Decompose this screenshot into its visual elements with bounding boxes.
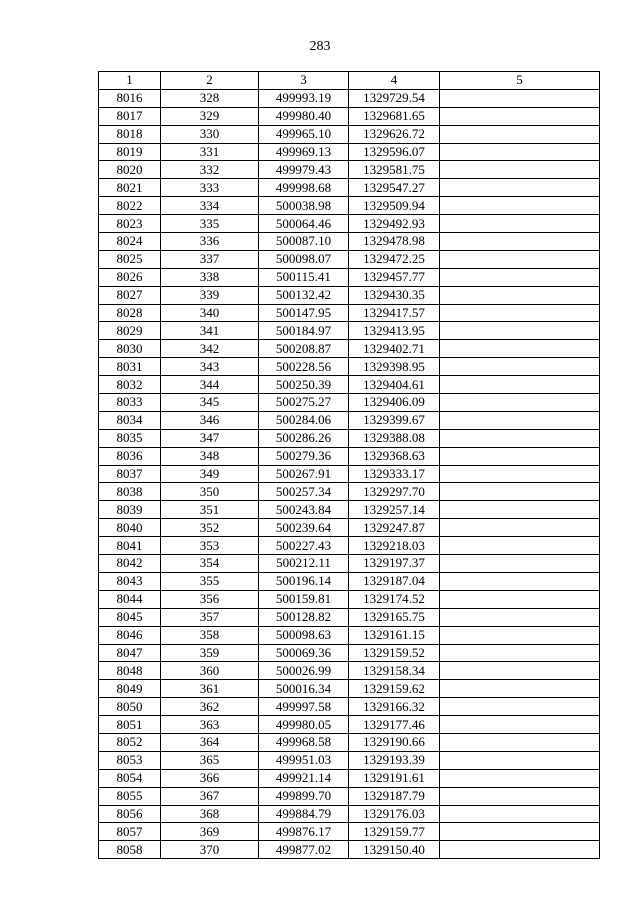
- x-coordinate-cell: 499899.70: [259, 787, 349, 805]
- table-row: [99, 143, 600, 161]
- note-cell: [440, 733, 600, 751]
- y-coordinate-cell: 1329190.66: [349, 733, 440, 751]
- index-cell: 345: [161, 394, 259, 412]
- index-cell: 350: [161, 483, 259, 501]
- x-coordinate-cell: 500132.42: [259, 286, 349, 304]
- y-coordinate-cell: 1329398.95: [349, 358, 440, 376]
- table-row: [99, 590, 600, 608]
- table-row: [99, 698, 600, 716]
- point-number-cell: 8020: [99, 161, 161, 179]
- y-coordinate-cell: 1329478.98: [349, 233, 440, 251]
- y-coordinate-cell: 1329626.72: [349, 125, 440, 143]
- x-coordinate-cell: 500279.36: [259, 447, 349, 465]
- table-row: [99, 107, 600, 125]
- y-coordinate-cell: 1329404.61: [349, 376, 440, 394]
- page-number: 283: [309, 39, 331, 54]
- y-coordinate-cell: 1329247.87: [349, 519, 440, 537]
- x-coordinate-cell: 499951.03: [259, 751, 349, 769]
- point-number-cell: 8053: [99, 751, 161, 769]
- point-number-cell: 8032: [99, 376, 161, 394]
- table-row: [99, 519, 600, 537]
- y-coordinate-cell: 1329430.35: [349, 286, 440, 304]
- header-col-4: 4: [349, 72, 440, 90]
- table-row: [99, 733, 600, 751]
- table-row: [99, 465, 600, 483]
- y-coordinate-cell: 1329159.77: [349, 823, 440, 841]
- point-number-cell: 8047: [99, 644, 161, 662]
- y-coordinate-cell: 1329218.03: [349, 537, 440, 555]
- index-cell: 370: [161, 841, 259, 859]
- x-coordinate-cell: 500159.81: [259, 590, 349, 608]
- x-coordinate-cell: 500069.36: [259, 644, 349, 662]
- index-cell: 359: [161, 644, 259, 662]
- y-coordinate-cell: 1329417.57: [349, 304, 440, 322]
- note-cell: [440, 215, 600, 233]
- x-coordinate-cell: 500239.64: [259, 519, 349, 537]
- header-row: [99, 72, 600, 90]
- table-row: [99, 572, 600, 590]
- y-coordinate-cell: 1329193.39: [349, 751, 440, 769]
- index-cell: 331: [161, 143, 259, 161]
- note-cell: [440, 608, 600, 626]
- y-coordinate-cell: 1329257.14: [349, 501, 440, 519]
- point-number-cell: 8017: [99, 107, 161, 125]
- y-coordinate-cell: 1329187.79: [349, 787, 440, 805]
- x-coordinate-cell: 499980.05: [259, 716, 349, 734]
- index-cell: 355: [161, 572, 259, 590]
- x-coordinate-cell: 500147.95: [259, 304, 349, 322]
- y-coordinate-cell: 1329509.94: [349, 197, 440, 215]
- table-row: [99, 376, 600, 394]
- x-coordinate-cell: 500026.99: [259, 662, 349, 680]
- index-cell: 369: [161, 823, 259, 841]
- index-cell: 358: [161, 626, 259, 644]
- note-cell: [440, 161, 600, 179]
- header-col-3: 3: [259, 72, 349, 90]
- y-coordinate-cell: 1329297.70: [349, 483, 440, 501]
- point-number-cell: 8029: [99, 322, 161, 340]
- index-cell: 368: [161, 805, 259, 823]
- table-row: [99, 89, 600, 107]
- table-row: [99, 662, 600, 680]
- note-cell: [440, 233, 600, 251]
- y-coordinate-cell: 1329399.67: [349, 411, 440, 429]
- table-row: [99, 215, 600, 233]
- index-cell: 338: [161, 268, 259, 286]
- table-row: [99, 322, 600, 340]
- header-col-2: 2: [161, 72, 259, 90]
- point-number-cell: 8041: [99, 537, 161, 555]
- y-coordinate-cell: 1329176.03: [349, 805, 440, 823]
- note-cell: [440, 626, 600, 644]
- table-row: [99, 233, 600, 251]
- note-cell: [440, 751, 600, 769]
- table-row: [99, 680, 600, 698]
- point-number-cell: 8038: [99, 483, 161, 501]
- point-number-cell: 8027: [99, 286, 161, 304]
- note-cell: [440, 590, 600, 608]
- point-number-cell: 8034: [99, 411, 161, 429]
- point-number-cell: 8022: [99, 197, 161, 215]
- y-coordinate-cell: 1329596.07: [349, 143, 440, 161]
- x-coordinate-cell: 499980.40: [259, 107, 349, 125]
- y-coordinate-cell: 1329547.27: [349, 179, 440, 197]
- note-cell: [440, 555, 600, 573]
- note-cell: [440, 769, 600, 787]
- x-coordinate-cell: 499993.19: [259, 89, 349, 107]
- coordinates-table: [98, 71, 600, 859]
- index-cell: 353: [161, 537, 259, 555]
- index-cell: 336: [161, 233, 259, 251]
- note-cell: [440, 429, 600, 447]
- x-coordinate-cell: 500212.11: [259, 555, 349, 573]
- table-row: [99, 340, 600, 358]
- index-cell: 332: [161, 161, 259, 179]
- note-cell: [440, 572, 600, 590]
- point-number-cell: 8018: [99, 125, 161, 143]
- y-coordinate-cell: 1329197.37: [349, 555, 440, 573]
- index-cell: 328: [161, 89, 259, 107]
- note-cell: [440, 716, 600, 734]
- x-coordinate-cell: 499979.43: [259, 161, 349, 179]
- y-coordinate-cell: 1329191.61: [349, 769, 440, 787]
- index-cell: 347: [161, 429, 259, 447]
- note-cell: [440, 447, 600, 465]
- point-number-cell: 8021: [99, 179, 161, 197]
- index-cell: 360: [161, 662, 259, 680]
- table-row: [99, 286, 600, 304]
- y-coordinate-cell: 1329150.40: [349, 841, 440, 859]
- note-cell: [440, 394, 600, 412]
- note-cell: [440, 143, 600, 161]
- x-coordinate-cell: 500087.10: [259, 233, 349, 251]
- x-coordinate-cell: 500228.56: [259, 358, 349, 376]
- index-cell: 334: [161, 197, 259, 215]
- x-coordinate-cell: 500275.27: [259, 394, 349, 412]
- point-number-cell: 8033: [99, 394, 161, 412]
- table-row: [99, 823, 600, 841]
- note-cell: [440, 376, 600, 394]
- x-coordinate-cell: 499969.13: [259, 143, 349, 161]
- y-coordinate-cell: 1329333.17: [349, 465, 440, 483]
- note-cell: [440, 125, 600, 143]
- note-cell: [440, 841, 600, 859]
- point-number-cell: 8035: [99, 429, 161, 447]
- y-coordinate-cell: 1329402.71: [349, 340, 440, 358]
- y-coordinate-cell: 1329159.52: [349, 644, 440, 662]
- table-row: [99, 268, 600, 286]
- header-col-5: 5: [440, 72, 600, 90]
- y-coordinate-cell: 1329413.95: [349, 322, 440, 340]
- table-header: [99, 72, 600, 90]
- x-coordinate-cell: 500038.98: [259, 197, 349, 215]
- x-coordinate-cell: 499965.10: [259, 125, 349, 143]
- index-cell: 333: [161, 179, 259, 197]
- point-number-cell: 8026: [99, 268, 161, 286]
- point-number-cell: 8036: [99, 447, 161, 465]
- x-coordinate-cell: 500016.34: [259, 680, 349, 698]
- x-coordinate-cell: 500098.07: [259, 250, 349, 268]
- x-coordinate-cell: 500128.82: [259, 608, 349, 626]
- table-row: [99, 411, 600, 429]
- point-number-cell: 8049: [99, 680, 161, 698]
- x-coordinate-cell: 499876.17: [259, 823, 349, 841]
- point-number-cell: 8056: [99, 805, 161, 823]
- note-cell: [440, 340, 600, 358]
- table-row: [99, 787, 600, 805]
- y-coordinate-cell: 1329166.32: [349, 698, 440, 716]
- x-coordinate-cell: 499921.14: [259, 769, 349, 787]
- point-number-cell: 8048: [99, 662, 161, 680]
- point-number-cell: 8054: [99, 769, 161, 787]
- table-row: [99, 161, 600, 179]
- header-col-1: 1: [99, 72, 161, 90]
- note-cell: [440, 662, 600, 680]
- index-cell: 356: [161, 590, 259, 608]
- point-number-cell: 8045: [99, 608, 161, 626]
- note-cell: [440, 519, 600, 537]
- index-cell: 357: [161, 608, 259, 626]
- note-cell: [440, 179, 600, 197]
- table-row: [99, 626, 600, 644]
- x-coordinate-cell: 499997.58: [259, 698, 349, 716]
- index-cell: 340: [161, 304, 259, 322]
- table-row: [99, 429, 600, 447]
- x-coordinate-cell: 500257.34: [259, 483, 349, 501]
- table-row: [99, 841, 600, 859]
- index-cell: 361: [161, 680, 259, 698]
- index-cell: 337: [161, 250, 259, 268]
- x-coordinate-cell: 500098.63: [259, 626, 349, 644]
- point-number-cell: 8058: [99, 841, 161, 859]
- note-cell: [440, 411, 600, 429]
- index-cell: 366: [161, 769, 259, 787]
- note-cell: [440, 501, 600, 519]
- note-cell: [440, 107, 600, 125]
- x-coordinate-cell: 499998.68: [259, 179, 349, 197]
- x-coordinate-cell: 499884.79: [259, 805, 349, 823]
- note-cell: [440, 680, 600, 698]
- point-number-cell: 8042: [99, 555, 161, 573]
- note-cell: [440, 322, 600, 340]
- point-number-cell: 8025: [99, 250, 161, 268]
- note-cell: [440, 805, 600, 823]
- y-coordinate-cell: 1329729.54: [349, 89, 440, 107]
- point-number-cell: 8031: [99, 358, 161, 376]
- index-cell: 367: [161, 787, 259, 805]
- table-row: [99, 483, 600, 501]
- y-coordinate-cell: 1329472.25: [349, 250, 440, 268]
- index-cell: 354: [161, 555, 259, 573]
- point-number-cell: 8040: [99, 519, 161, 537]
- table-row: [99, 447, 600, 465]
- y-coordinate-cell: 1329187.04: [349, 572, 440, 590]
- table-row: [99, 501, 600, 519]
- x-coordinate-cell: 499968.58: [259, 733, 349, 751]
- point-number-cell: 8039: [99, 501, 161, 519]
- y-coordinate-cell: 1329388.08: [349, 429, 440, 447]
- point-number-cell: 8052: [99, 733, 161, 751]
- table-row: [99, 805, 600, 823]
- note-cell: [440, 465, 600, 483]
- y-coordinate-cell: 1329161.15: [349, 626, 440, 644]
- point-number-cell: 8016: [99, 89, 161, 107]
- index-cell: 343: [161, 358, 259, 376]
- x-coordinate-cell: 500243.84: [259, 501, 349, 519]
- y-coordinate-cell: 1329457.77: [349, 268, 440, 286]
- index-cell: 364: [161, 733, 259, 751]
- index-cell: 341: [161, 322, 259, 340]
- y-coordinate-cell: 1329368.63: [349, 447, 440, 465]
- y-coordinate-cell: 1329158.34: [349, 662, 440, 680]
- note-cell: [440, 483, 600, 501]
- y-coordinate-cell: 1329581.75: [349, 161, 440, 179]
- x-coordinate-cell: 500286.26: [259, 429, 349, 447]
- index-cell: 352: [161, 519, 259, 537]
- index-cell: 362: [161, 698, 259, 716]
- index-cell: 339: [161, 286, 259, 304]
- table-row: [99, 769, 600, 787]
- index-cell: 351: [161, 501, 259, 519]
- point-number-cell: 8044: [99, 590, 161, 608]
- point-number-cell: 8046: [99, 626, 161, 644]
- note-cell: [440, 823, 600, 841]
- table-row: [99, 716, 600, 734]
- table-row: [99, 751, 600, 769]
- x-coordinate-cell: 500115.41: [259, 268, 349, 286]
- point-number-cell: 8051: [99, 716, 161, 734]
- x-coordinate-cell: 500284.06: [259, 411, 349, 429]
- y-coordinate-cell: 1329406.09: [349, 394, 440, 412]
- point-number-cell: 8037: [99, 465, 161, 483]
- point-number-cell: 8055: [99, 787, 161, 805]
- note-cell: [440, 698, 600, 716]
- point-number-cell: 8019: [99, 143, 161, 161]
- x-coordinate-cell: 499877.02: [259, 841, 349, 859]
- y-coordinate-cell: 1329492.93: [349, 215, 440, 233]
- index-cell: 335: [161, 215, 259, 233]
- point-number-cell: 8043: [99, 572, 161, 590]
- x-coordinate-cell: 500227.43: [259, 537, 349, 555]
- point-number-cell: 8050: [99, 698, 161, 716]
- table-row: [99, 358, 600, 376]
- y-coordinate-cell: 1329681.65: [349, 107, 440, 125]
- table-row: [99, 394, 600, 412]
- note-cell: [440, 787, 600, 805]
- table-row: [99, 644, 600, 662]
- index-cell: 365: [161, 751, 259, 769]
- index-cell: 348: [161, 447, 259, 465]
- table-row: [99, 608, 600, 626]
- point-number-cell: 8028: [99, 304, 161, 322]
- x-coordinate-cell: 500184.97: [259, 322, 349, 340]
- index-cell: 329: [161, 107, 259, 125]
- table-row: [99, 537, 600, 555]
- table-body: [99, 89, 600, 858]
- note-cell: [440, 644, 600, 662]
- y-coordinate-cell: 1329174.52: [349, 590, 440, 608]
- table-row: [99, 125, 600, 143]
- index-cell: 349: [161, 465, 259, 483]
- point-number-cell: 8057: [99, 823, 161, 841]
- index-cell: 330: [161, 125, 259, 143]
- table-row: [99, 555, 600, 573]
- x-coordinate-cell: 500267.91: [259, 465, 349, 483]
- x-coordinate-cell: 500250.39: [259, 376, 349, 394]
- index-cell: 342: [161, 340, 259, 358]
- note-cell: [440, 286, 600, 304]
- note-cell: [440, 197, 600, 215]
- x-coordinate-cell: 500208.87: [259, 340, 349, 358]
- index-cell: 346: [161, 411, 259, 429]
- y-coordinate-cell: 1329177.46: [349, 716, 440, 734]
- table-row: [99, 304, 600, 322]
- index-cell: 363: [161, 716, 259, 734]
- index-cell: 344: [161, 376, 259, 394]
- note-cell: [440, 304, 600, 322]
- point-number-cell: 8023: [99, 215, 161, 233]
- note-cell: [440, 358, 600, 376]
- table-row: [99, 250, 600, 268]
- note-cell: [440, 268, 600, 286]
- note-cell: [440, 89, 600, 107]
- y-coordinate-cell: 1329159.62: [349, 680, 440, 698]
- note-cell: [440, 250, 600, 268]
- table-row: [99, 197, 600, 215]
- table-row: [99, 179, 600, 197]
- x-coordinate-cell: 500196.14: [259, 572, 349, 590]
- y-coordinate-cell: 1329165.75: [349, 608, 440, 626]
- point-number-cell: 8024: [99, 233, 161, 251]
- note-cell: [440, 537, 600, 555]
- point-number-cell: 8030: [99, 340, 161, 358]
- x-coordinate-cell: 500064.46: [259, 215, 349, 233]
